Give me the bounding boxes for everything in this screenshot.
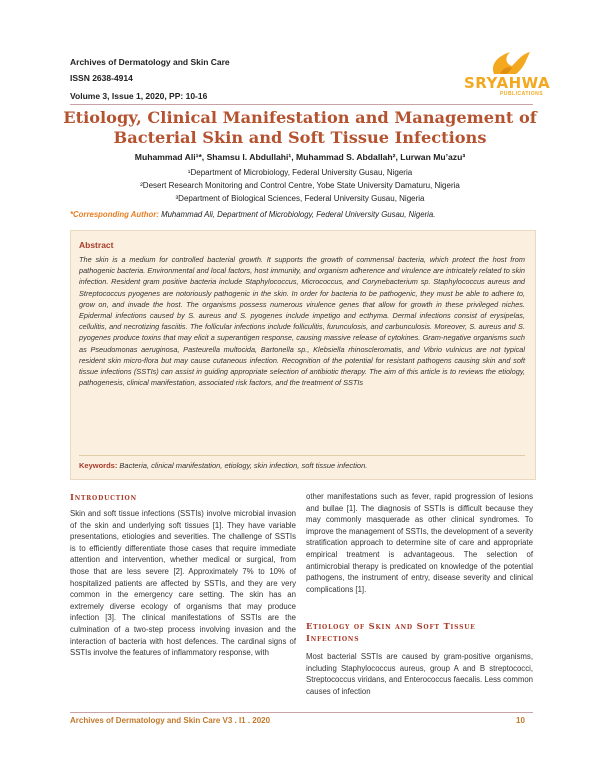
page-number: 10 (516, 716, 525, 725)
header-divider (70, 104, 533, 105)
introduction-text: Skin and soft tissue infections (SSTIs) involve microbial invasion of the skin and underlying soft tissues [1]. They have variable presentations, etiologies and severities. The challenge of SSTIs is to efficiently differentiate those cases that require immediate attention and intervention, whether medical or surgical, from those that are less severe [2]. Approximately 7% to 10% of hospitalized patients are affected by SSTIs, and they are very common in the emergency care setting. The skin has an extremely diverse ecology of organisms that may produce infection [3]. The clinical manifestations of SSTIs are the culmination of a two-step process involving invasion and the interaction of bacteria with host defences. The cardinal signs of SSTIs involve the features of inflammatory response, with (70, 509, 296, 658)
journal-name: Archives of Dermatology and Skin Care (70, 57, 230, 67)
logo-subtext: PUBLICATIONS (500, 91, 544, 97)
etiology-heading (306, 620, 533, 644)
right-column-text-2: Most bacterial SSTIs are caused by gram-positive organisms, including Staphylococcus aureus, group A and B streptococci, Streptococcus viridans, and Enterococcus faecalis. Less common causes of infection (306, 652, 533, 696)
etiology-heading-line-1: Etiology of Skin and Soft Tissue (306, 621, 476, 631)
logo-text: SRYAHWA (464, 74, 551, 92)
corresponding-text: Muhammad Ali, Department of Microbiology, Federal University Gusau, Nigeria. (158, 210, 436, 219)
affiliation-1: ¹Department of Microbiology, Federal University Gusau, Nigeria (187, 168, 413, 177)
etiology-heading-line-2: Infections (306, 633, 360, 643)
title-line-2: Bacterial Skin and Soft Tissue Infections (113, 128, 487, 147)
authors: Muhammad Ali¹*, Shamsu I. Abdullahi¹, Muhammad S. Abdallah², Lurwan Mu’azu³ (134, 152, 466, 162)
keywords (79, 461, 367, 470)
issn: ISSN 2638-4914 (70, 73, 133, 83)
introduction-heading: Introduction (70, 492, 137, 502)
abstract-heading: Abstract (79, 240, 114, 250)
affiliation-2: ²Desert Research Monitoring and Control Centre, Yobe State University Damaturu, Nigeria (140, 181, 460, 190)
right-column-text-1: other manifestations such as fever, rapid progression of lesions and bullae [1]. The diagnosis of SSTIs is difficult because they may commonly masquerade as other clinical syndromes. To improve the management of SSTIs, the development of a severity stratification approach to determine site of care and appropriate empirical treatment is advantageous. The selection of antimicrobial therapy is predicated on knowledge of the potential pathogens, the instrument of entry, disease severity and clinical complications [1]. (306, 492, 533, 594)
abstract-box (70, 230, 536, 480)
corresponding-label: *Corresponding Author: (70, 210, 159, 219)
title-line-1: Etiology, Clinical Manifestation and Management of (63, 108, 537, 127)
footer-journal: Archives of Dermatology and Skin Care V3 . I1 . 2020 (70, 716, 271, 725)
affiliation-3: ³Department of Biological Sciences, Federal University Gusau, Nigeria (175, 194, 425, 203)
footer-divider (70, 712, 533, 713)
abstract-divider (79, 455, 525, 456)
keywords-label: Keywords: (79, 461, 118, 470)
corresponding-author (70, 210, 435, 219)
abstract-text: The skin is a medium for controlled bacterial growth. It supports the growth of commensal bacteria, which protect the host from pathogenic bacteria. Environmental and local factors, host immunity, and organism adherence and virulence are intricately related to skin infection. Resident gram positive bacteria include Staphylococcus, Micrococcus, and Corynebacterium sp. Staphylococcus aureus and Streptococcus pyogenes are notoriously pathogenic in the skin. In order for bacteria to be pathogenic, they must be able to adhere to, grow on, and invade the host. The organisms possess numerous virulence genes that allow for growth in these privileged niches. Epidermal infections caused by S. aureus and S. pyogenes include impetigo and ecthyma. Dermal infections consist of erysipelas, cellulitis, and necrotizing fasciitis. The follicular infections include folliculitis, furunculosis, and carbunculosis. Moreover, S. aureus and S. pyogenes produce toxins that may elicit a superantigen response, causing massive release of cytokines. Gram-negative organisms such as Pseudomonas aeruginosa, Pasteurella multocida, Bartonella sp., Klebsiella rhinoscleromatis, and Vibrio vulnicus are not typical resident skin micro-flora but may cause cutaneous infection. Recognition of the potential for resistant pathogens causing skin and soft tissue infections (SSTIs) can assist in guiding appropriate selection of antibiotic therapy. The aim of this article is to reviews the etiology, pathogenesis, clinical manifestation, associated risk factors, and the treatment of SSTIs (79, 255, 525, 388)
article-title (60, 108, 540, 148)
volume-info: Volume 3, Issue 1, 2020, PP: 10-16 (70, 91, 208, 101)
keywords-text: Bacteria, clinical manifestation, etiology, skin infection, soft tissue infection. (117, 461, 368, 470)
